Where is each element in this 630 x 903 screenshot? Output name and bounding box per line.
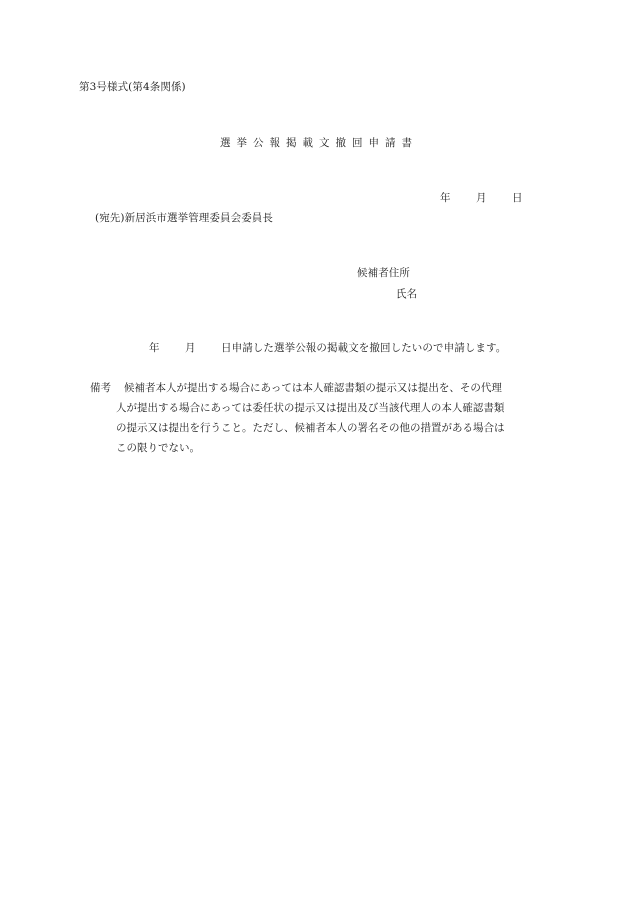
request-statement xyxy=(149,343,506,354)
date-month-label: 月 xyxy=(476,192,487,204)
date-line xyxy=(440,193,523,204)
request-year-label: 年 xyxy=(149,342,160,354)
remarks-label: 備考 xyxy=(90,382,111,394)
remarks-body xyxy=(116,378,564,458)
candidate-address-label: 候補者住所 xyxy=(357,267,410,279)
candidate-name-label: 氏名 xyxy=(396,288,418,300)
addressee: (宛先)新居浜市選挙管理委員会委員長 xyxy=(95,212,273,224)
remarks-line: 候補者本人が提出する場合にあっては本人確認書類の提示又は提出を、その代理 xyxy=(124,382,502,394)
request-month-label: 月 xyxy=(185,342,196,354)
date-year-label: 年 xyxy=(440,192,451,204)
form-number: 第3号様式(第4条関係) xyxy=(79,81,186,93)
remarks-line: 人が提出する場合にあっては委任状の提示又は提出及び当該代理人の本人確認書類 xyxy=(116,402,505,414)
date-day-label: 日 xyxy=(512,192,523,204)
remarks-line: この限りでない。 xyxy=(116,442,200,454)
request-text: 日申請した選挙公報の掲載文を撤回したいので申請します。 xyxy=(221,342,507,354)
remarks-line: の提示又は提出を行うこと。ただし、候補者本人の署名その他の措置がある場合は xyxy=(116,422,505,434)
document-title: 選挙公報掲載文撤回申請書 xyxy=(220,137,418,149)
